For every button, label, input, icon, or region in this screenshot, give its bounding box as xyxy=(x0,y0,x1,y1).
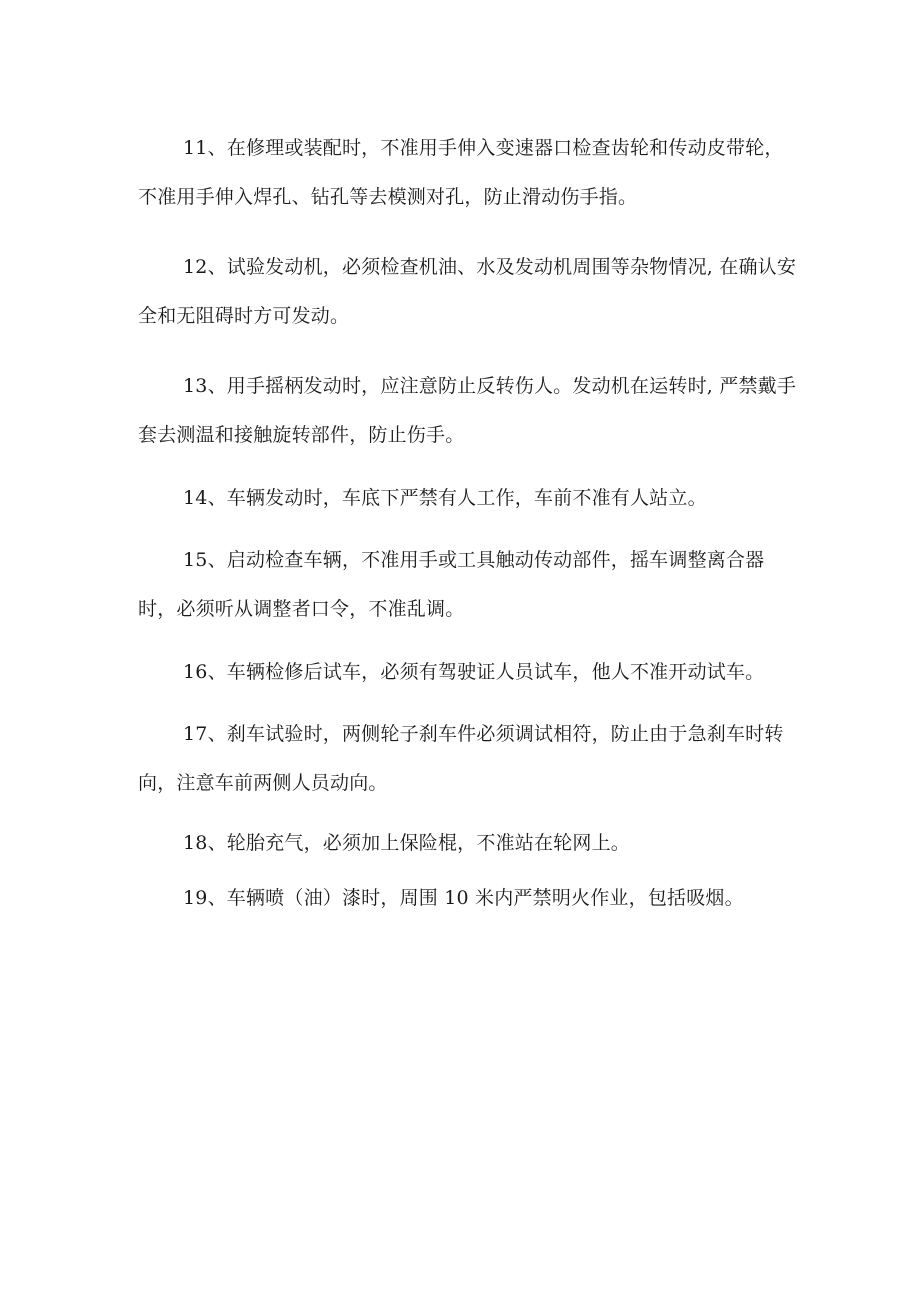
rule-item-18: 18、轮胎充气，必须加上保险棍，不准站在轮网上。 xyxy=(183,832,630,854)
rule-item-16: 16、车辆检修后试车，必须有驾驶证人员试车，他人不准开动试车。 xyxy=(183,661,765,683)
rule-item-19: 19、车辆喷（油）漆时，周围 10 米内严禁明火作业，包括吸烟。 xyxy=(183,887,744,909)
rule-item-17: 17、刹车试验时，两侧轮子刹车件必须调试相符，防止由于急刹车时转向，注意车前两侧人员动向。 xyxy=(138,723,784,794)
rule-item-15: 15、启动检查车辆，不准用手或工具触动传动部件，摇车调整离合器时，必须听从调整者口令，不准乱调。 xyxy=(138,549,765,620)
rule-item-12: 12、试验发动机，必须检查机油、水及发动机周围等杂物情况, 在确认安全和无阻碍时方可发动。 xyxy=(138,256,797,327)
rule-item-14: 14、车辆发动时，车底下严禁有人工作，车前不准有人站立。 xyxy=(183,487,707,509)
rule-item-11: 11、在修理或装配时，不准用手伸入变速器口检查齿轮和传动皮带轮，不准用手伸入焊孔、钻孔等去模测对孔，防止滑动伤手指。 xyxy=(138,137,784,208)
document-body xyxy=(138,124,798,936)
rule-item-13: 13、用手摇柄发动时，应注意防止反转伤人。发动机在运转时, 严禁戴手套去测温和接触旋转部件，防止伤手。 xyxy=(138,375,797,446)
